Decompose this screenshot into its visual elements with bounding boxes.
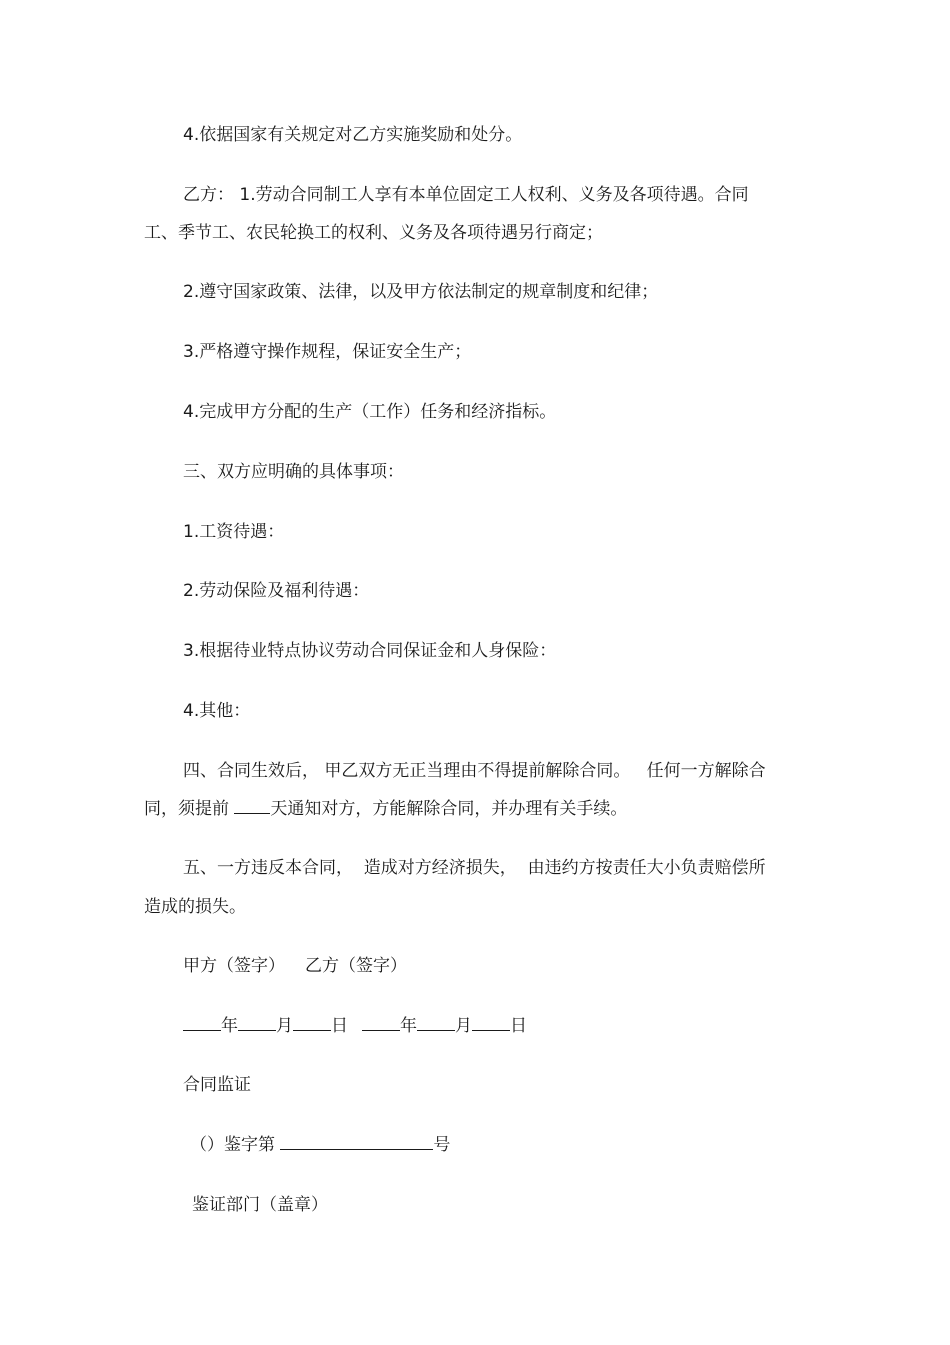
date-b-year: 年 bbox=[400, 1016, 417, 1036]
verification-number-suffix: 号 bbox=[433, 1135, 451, 1155]
date-a-day-blank bbox=[293, 1008, 331, 1031]
section-4-line2-end: 天通知对方，方能解除合同，并办理有关手续。 bbox=[270, 799, 628, 819]
sign-party-b: 乙方（签字） bbox=[305, 956, 407, 976]
section-4-line1: 四、合同生效后， 甲乙双方无正当理由不得提前解除合同。 任何一方解除合 bbox=[183, 761, 766, 781]
item-deposit: 3.根据待业特点协议劳动合同保证金和人身保险： bbox=[183, 641, 557, 661]
date-a-day: 日 bbox=[331, 1016, 348, 1036]
date-a-year: 年 bbox=[221, 1016, 238, 1036]
paragraph-reward: 4.依据国家有关规定对乙方实施奖励和处分。 bbox=[183, 125, 523, 145]
verification-number-line bbox=[190, 1126, 450, 1164]
section-5-line2: 造成的损失。 bbox=[144, 897, 246, 917]
paragraph-partyb-rights-line2: 工、季节工、农民轮换工的权利、义务及各项待遇另行商定； bbox=[144, 223, 603, 243]
section-4-line2 bbox=[144, 790, 627, 828]
date-a-year-blank bbox=[183, 1008, 221, 1031]
verification-department: 鉴证部门（盖章） bbox=[192, 1195, 328, 1215]
paragraph-safety: 3.严格遵守操作规程，保证安全生产； bbox=[183, 342, 472, 362]
date-b-day: 日 bbox=[510, 1016, 527, 1036]
section-4-line2-start: 同，须提前 bbox=[144, 799, 235, 819]
section-3-title: 三、双方应明确的具体事项： bbox=[183, 462, 404, 482]
paragraph-partyb-rights-line1: 乙方： 1.劳动合同制工人享有本单位固定工人权利、义务及各项待遇。合同 bbox=[183, 185, 749, 205]
date-b-month-blank bbox=[417, 1008, 455, 1031]
date-a-month: 月 bbox=[276, 1016, 293, 1036]
paragraph-obey-law: 2.遵守国家政策、法律，以及甲方依法制定的规章制度和纪律； bbox=[183, 282, 659, 302]
paragraph-tasks: 4.完成甲方分配的生产（工作）任务和经济指标。 bbox=[183, 402, 557, 422]
sign-party-a: 甲方（签字） bbox=[183, 956, 285, 976]
signature-line bbox=[183, 947, 407, 985]
section-5-line1: 五、一方违反本合同， 造成对方经济损失， 由违约方按责任大小负责赔偿所 bbox=[183, 858, 766, 878]
item-insurance: 2.劳动保险及福利待遇： bbox=[183, 581, 370, 601]
item-salary: 1.工资待遇： bbox=[183, 522, 285, 542]
date-a-month-blank bbox=[238, 1008, 276, 1031]
item-other: 4.其他： bbox=[183, 701, 251, 721]
notice-days-blank bbox=[234, 791, 270, 814]
date-b-year-blank bbox=[362, 1008, 400, 1031]
date-line bbox=[183, 1007, 527, 1045]
verification-number-prefix: （）鉴字第 bbox=[190, 1135, 281, 1155]
date-b-day-blank bbox=[472, 1008, 510, 1031]
verification-number-blank bbox=[280, 1127, 433, 1150]
date-b-month: 月 bbox=[455, 1016, 472, 1036]
verification-title: 合同监证 bbox=[183, 1075, 251, 1095]
